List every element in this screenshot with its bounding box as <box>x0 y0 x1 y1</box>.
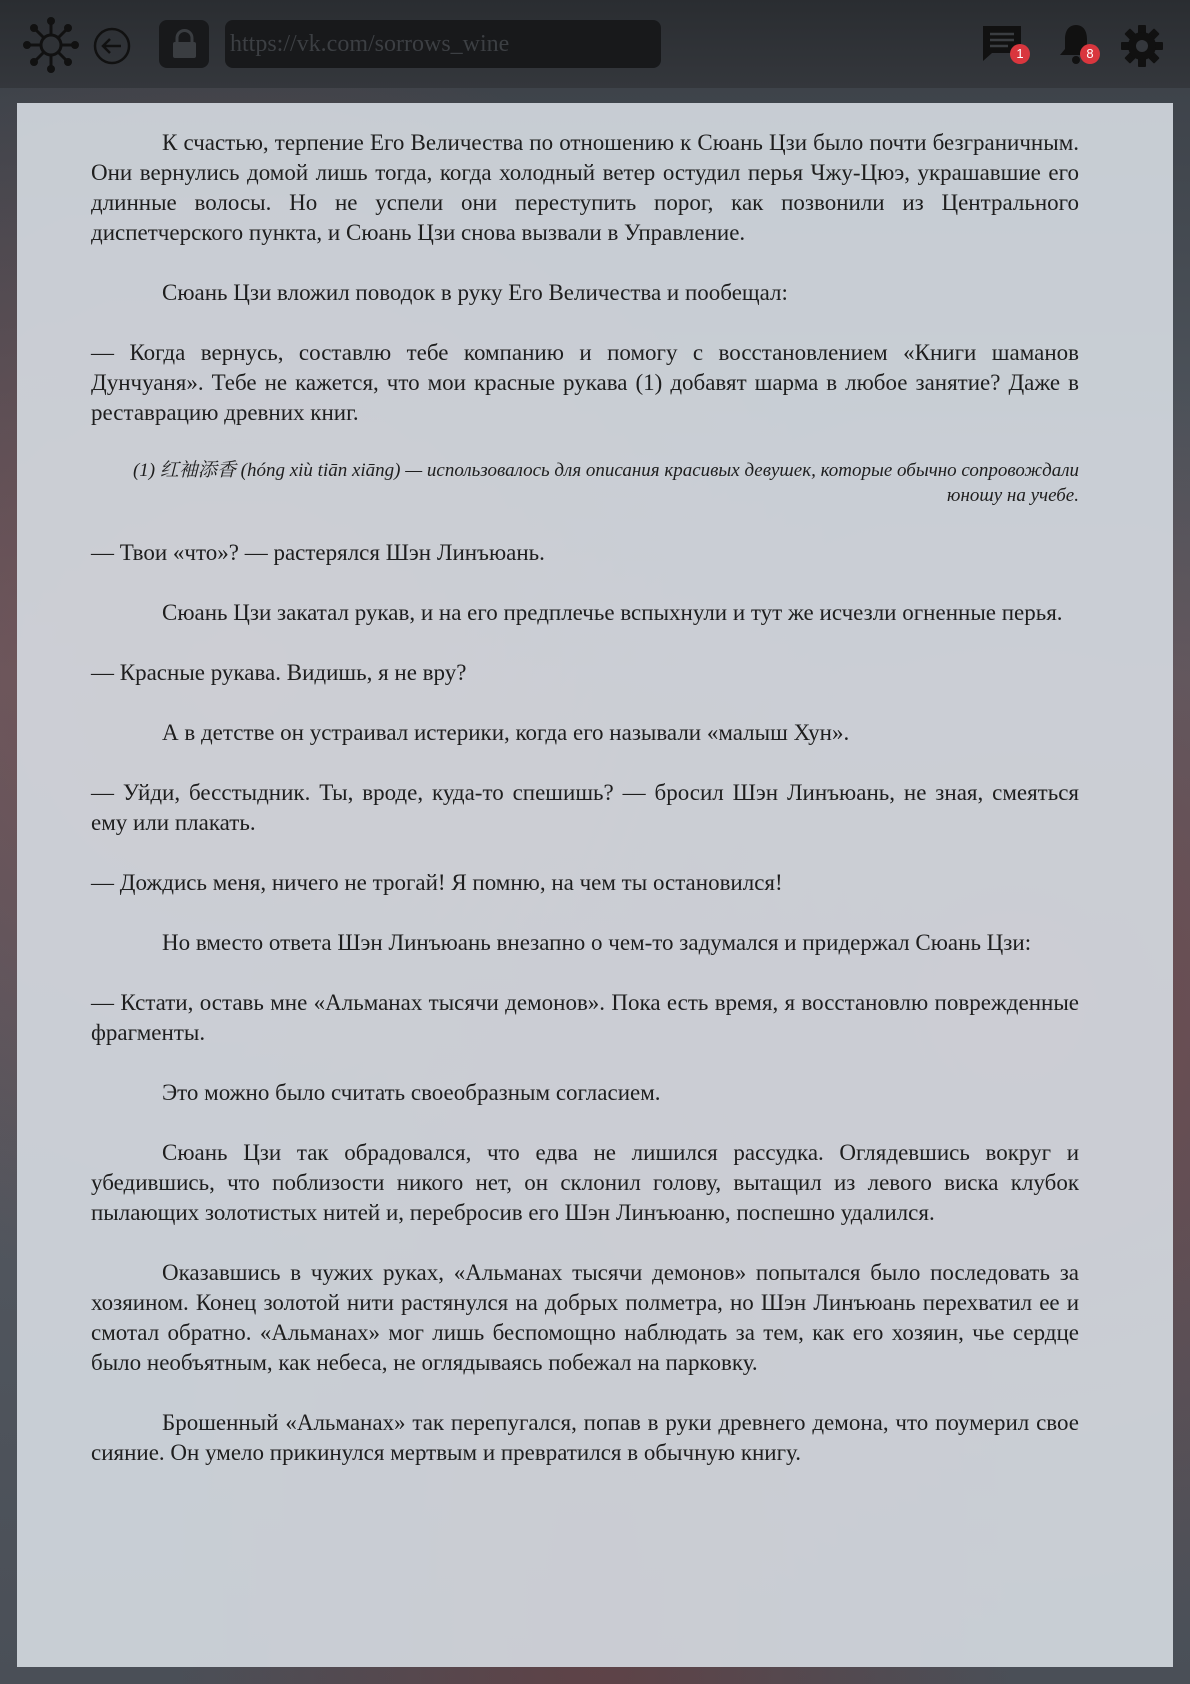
gear-icon[interactable] <box>1120 24 1164 68</box>
messages-count-badge: 1 <box>1010 44 1030 64</box>
paragraph: К счастью, терпение Его Величества по отношению к Сюань Цзи было почти безграничным. Они вернулись домой лишь тогда, когда холодный ветер остудил перья Чжу-Цюэ, украшавшие его длинные волосы. Но не успели они переступить порог, как позвонили из Центрального диспетчерского пункта, и Сюань Цзи снова вызвали в Управление. <box>91 130 1079 245</box>
article-text <box>91 128 1079 1498</box>
notifications-count-badge: 8 <box>1080 44 1100 64</box>
paragraph: — Твои «что»? — растерялся Шэн Линъюань. <box>91 540 545 565</box>
notifications-button[interactable] <box>1058 22 1100 66</box>
paragraph: Сюань Цзи вложил поводок в руку Его Величества и пообещал: <box>162 280 788 305</box>
paragraph: — Дождись меня, ничего не трогай! Я помню, на чем ты остановился! <box>91 870 783 895</box>
paragraph: — Уйди, бесстыдник. Ты, вроде, куда-то спешишь? — бросил Шэн Линъюань, не зная, смеяться ему или плакать. <box>91 780 1079 835</box>
messages-button[interactable] <box>980 24 1032 66</box>
paragraph: — Когда вернусь, составлю тебе компанию и помогу с восстановлением «Книги шаманов Дунчуаня». Тебе не кажется, что мои красные рукава (1) добавят шарма в любое занятие? Даже в реставрацию древних книг. <box>91 340 1079 425</box>
paragraph: Брошенный «Альманах» так перепугался, попав в руки древнего демона, что поумерил свое сияние. Он умело прикинулся мертвым и превратился в обычную книгу. <box>91 1410 1079 1465</box>
paragraph: Это можно было считать своеобразным согласием. <box>162 1080 661 1105</box>
paragraph: А в детстве он устраивал истерики, когда его называли «малыш Хун». <box>162 720 850 745</box>
paragraph: Сюань Цзи так обрадовался, что едва не лишился рассудка. Оглядевшись вокруг и убедившись, что поблизости никого нет, он склонил голову, вытащил из левого виска клубок пылающих золотистых нитей и, перебросив его Шэн Линъюаню, поспешно удалился. <box>91 1140 1079 1225</box>
url-field[interactable]: https://vk.com/sorrows_wine <box>225 20 661 68</box>
top-toolbar <box>0 0 1190 88</box>
back-arrow-icon[interactable] <box>92 26 132 66</box>
paragraph: Оказавшись в чужих руках, «Альманах тысячи демонов» попытался было последовать за хозяином. Конец золотой нити растянулся на добрых полметра, но Шэн Линъюань перехватил ее и смотал обратно. «Альманах» мог лишь беспомощно наблюдать за тем, как его хозяин, чье сердце было необъятным, как небеса, не оглядываясь побежал на парковку. <box>91 1260 1079 1375</box>
footnote: (1) 红袖添香 (hóng xiù tiān xiāng) — использовалось для описания красивых девушек, которые обычно сопровождали юношу на учебе. <box>132 460 1079 506</box>
lock-icon <box>171 29 198 59</box>
lock-button[interactable] <box>159 20 209 68</box>
paragraph: — Кстати, оставь мне «Альманах тысячи демонов». Пока есть время, я восстановлю поврежденные фрагменты. <box>91 990 1079 1045</box>
paragraph: Сюань Цзи закатал рукав, и на его предплечье вспыхнули и тут же исчезли огненные перья. <box>162 600 1063 625</box>
paragraph: Но вместо ответа Шэн Линъюань внезапно о чем-то задумался и придержал Сюань Цзи: <box>162 930 1032 955</box>
hub-icon[interactable] <box>22 16 80 74</box>
paragraph: — Красные рукава. Видишь, я не вру? <box>91 660 467 685</box>
